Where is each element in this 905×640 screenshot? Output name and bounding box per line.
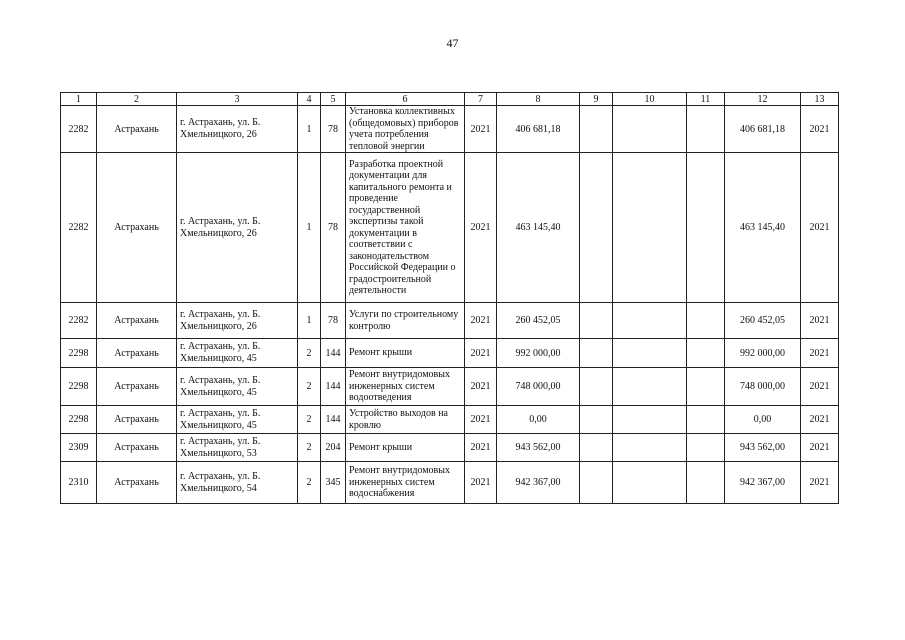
cell-col5: 144	[321, 339, 346, 368]
column-header: 10	[613, 93, 687, 106]
cell-col5: 144	[321, 368, 346, 406]
cell-address: г. Астрахань, ул. Б. Хмельницкого, 53	[177, 434, 298, 462]
cell-year: 2021	[465, 106, 497, 153]
cell-end-year: 2021	[801, 106, 839, 153]
cell-col10	[613, 303, 687, 339]
cell-end-year: 2021	[801, 406, 839, 434]
cell-year: 2021	[465, 368, 497, 406]
table-row	[61, 339, 839, 368]
cell-city: Астрахань	[97, 406, 177, 434]
cell-city: Астрахань	[97, 434, 177, 462]
cell-total: 943 562,00	[725, 434, 801, 462]
table-row	[61, 368, 839, 406]
table-row	[61, 303, 839, 339]
cell-col10	[613, 339, 687, 368]
cell-col5: 144	[321, 406, 346, 434]
cell-number: 2282	[61, 106, 97, 153]
cell-cost: 992 000,00	[497, 339, 580, 368]
cell-total: 406 681,18	[725, 106, 801, 153]
cell-cost: 463 145,40	[497, 153, 580, 303]
cell-col11	[687, 339, 725, 368]
cell-number: 2282	[61, 303, 97, 339]
column-header: 13	[801, 93, 839, 106]
cell-cost: 943 562,00	[497, 434, 580, 462]
cell-address: г. Астрахань, ул. Б. Хмельницкого, 45	[177, 368, 298, 406]
cell-city: Астрахань	[97, 339, 177, 368]
cell-year: 2021	[465, 406, 497, 434]
cell-address: г. Астрахань, ул. Б. Хмельницкого, 45	[177, 406, 298, 434]
cell-col9	[580, 106, 613, 153]
cell-col5: 204	[321, 434, 346, 462]
cell-city: Астрахань	[97, 153, 177, 303]
cell-total: 260 452,05	[725, 303, 801, 339]
column-header: 3	[177, 93, 298, 106]
cell-col10	[613, 153, 687, 303]
cell-cost: 406 681,18	[497, 106, 580, 153]
table-row	[61, 406, 839, 434]
column-header: 8	[497, 93, 580, 106]
cell-col11	[687, 462, 725, 504]
cell-year: 2021	[465, 153, 497, 303]
column-header: 9	[580, 93, 613, 106]
column-header: 12	[725, 93, 801, 106]
cell-total: 942 367,00	[725, 462, 801, 504]
cell-col10	[613, 106, 687, 153]
cell-year: 2021	[465, 339, 497, 368]
cell-city: Астрахань	[97, 106, 177, 153]
cell-total: 463 145,40	[725, 153, 801, 303]
cell-work-type: Установка коллективных (общедомовых) приборов учета потребления тепловой энергии	[346, 106, 465, 153]
cell-col5: 78	[321, 153, 346, 303]
cell-total: 748 000,00	[725, 368, 801, 406]
cell-col11	[687, 368, 725, 406]
column-header: 7	[465, 93, 497, 106]
cell-col9	[580, 303, 613, 339]
cell-end-year: 2021	[801, 153, 839, 303]
cell-col5: 78	[321, 106, 346, 153]
column-header: 11	[687, 93, 725, 106]
cell-col4: 2	[298, 339, 321, 368]
cell-work-type: Разработка проектной документации для капитального ремонта и проведение государственной экспертизы такой документации в соответствии с законодательством Российской Федерации о градостроительной деятельности	[346, 153, 465, 303]
page-number: 47	[446, 36, 459, 50]
table-row	[61, 153, 839, 303]
cell-cost: 942 367,00	[497, 462, 580, 504]
cell-work-type: Устройство выходов на кровлю	[346, 406, 465, 434]
cell-col10	[613, 406, 687, 434]
table-row	[61, 462, 839, 504]
table-row	[61, 434, 839, 462]
cell-year: 2021	[465, 462, 497, 504]
cell-work-type: Ремонт внутридомовых инженерных систем водоснабжения	[346, 462, 465, 504]
table-row	[61, 106, 839, 153]
cell-col4: 2	[298, 368, 321, 406]
cell-col11	[687, 303, 725, 339]
cell-number: 2298	[61, 339, 97, 368]
cell-col10	[613, 462, 687, 504]
cell-col9	[580, 153, 613, 303]
cell-col11	[687, 106, 725, 153]
cell-col4: 2	[298, 462, 321, 504]
cell-col9	[580, 406, 613, 434]
column-header: 4	[298, 93, 321, 106]
header-row	[61, 93, 839, 106]
cell-col10	[613, 368, 687, 406]
cell-number: 2310	[61, 462, 97, 504]
cell-year: 2021	[465, 303, 497, 339]
cell-col4: 1	[298, 153, 321, 303]
cell-col11	[687, 153, 725, 303]
cell-col4: 2	[298, 434, 321, 462]
cell-address: г. Астрахань, ул. Б. Хмельницкого, 26	[177, 303, 298, 339]
cell-col4: 1	[298, 303, 321, 339]
cell-end-year: 2021	[801, 339, 839, 368]
cell-year: 2021	[465, 434, 497, 462]
cell-address: г. Астрахань, ул. Б. Хмельницкого, 45	[177, 339, 298, 368]
cell-work-type: Ремонт крыши	[346, 434, 465, 462]
cell-col5: 345	[321, 462, 346, 504]
cell-city: Астрахань	[97, 368, 177, 406]
column-header: 6	[346, 93, 465, 106]
cell-col11	[687, 434, 725, 462]
cell-total: 992 000,00	[725, 339, 801, 368]
column-header: 5	[321, 93, 346, 106]
cell-work-type: Ремонт внутридомовых инженерных систем водоотведения	[346, 368, 465, 406]
column-header: 2	[97, 93, 177, 106]
cell-col9	[580, 339, 613, 368]
cell-col9	[580, 434, 613, 462]
cell-col10	[613, 434, 687, 462]
cell-address: г. Астрахань, ул. Б. Хмельницкого, 26	[177, 106, 298, 153]
cell-col4: 1	[298, 106, 321, 153]
cell-number: 2298	[61, 406, 97, 434]
cell-cost: 748 000,00	[497, 368, 580, 406]
cell-cost: 260 452,05	[497, 303, 580, 339]
cell-col4: 2	[298, 406, 321, 434]
cell-cost: 0,00	[497, 406, 580, 434]
cell-col9	[580, 462, 613, 504]
works-table	[60, 92, 839, 504]
cell-col5: 78	[321, 303, 346, 339]
cell-address: г. Астрахань, ул. Б. Хмельницкого, 54	[177, 462, 298, 504]
cell-number: 2282	[61, 153, 97, 303]
cell-work-type: Услуги по строительному контролю	[346, 303, 465, 339]
cell-number: 2309	[61, 434, 97, 462]
cell-city: Астрахань	[97, 462, 177, 504]
cell-col11	[687, 406, 725, 434]
cell-total: 0,00	[725, 406, 801, 434]
cell-end-year: 2021	[801, 368, 839, 406]
cell-col9	[580, 368, 613, 406]
cell-end-year: 2021	[801, 303, 839, 339]
cell-work-type: Ремонт крыши	[346, 339, 465, 368]
cell-number: 2298	[61, 368, 97, 406]
cell-end-year: 2021	[801, 434, 839, 462]
cell-city: Астрахань	[97, 303, 177, 339]
cell-address: г. Астрахань, ул. Б. Хмельницкого, 26	[177, 153, 298, 303]
column-header: 1	[61, 93, 97, 106]
cell-end-year: 2021	[801, 462, 839, 504]
